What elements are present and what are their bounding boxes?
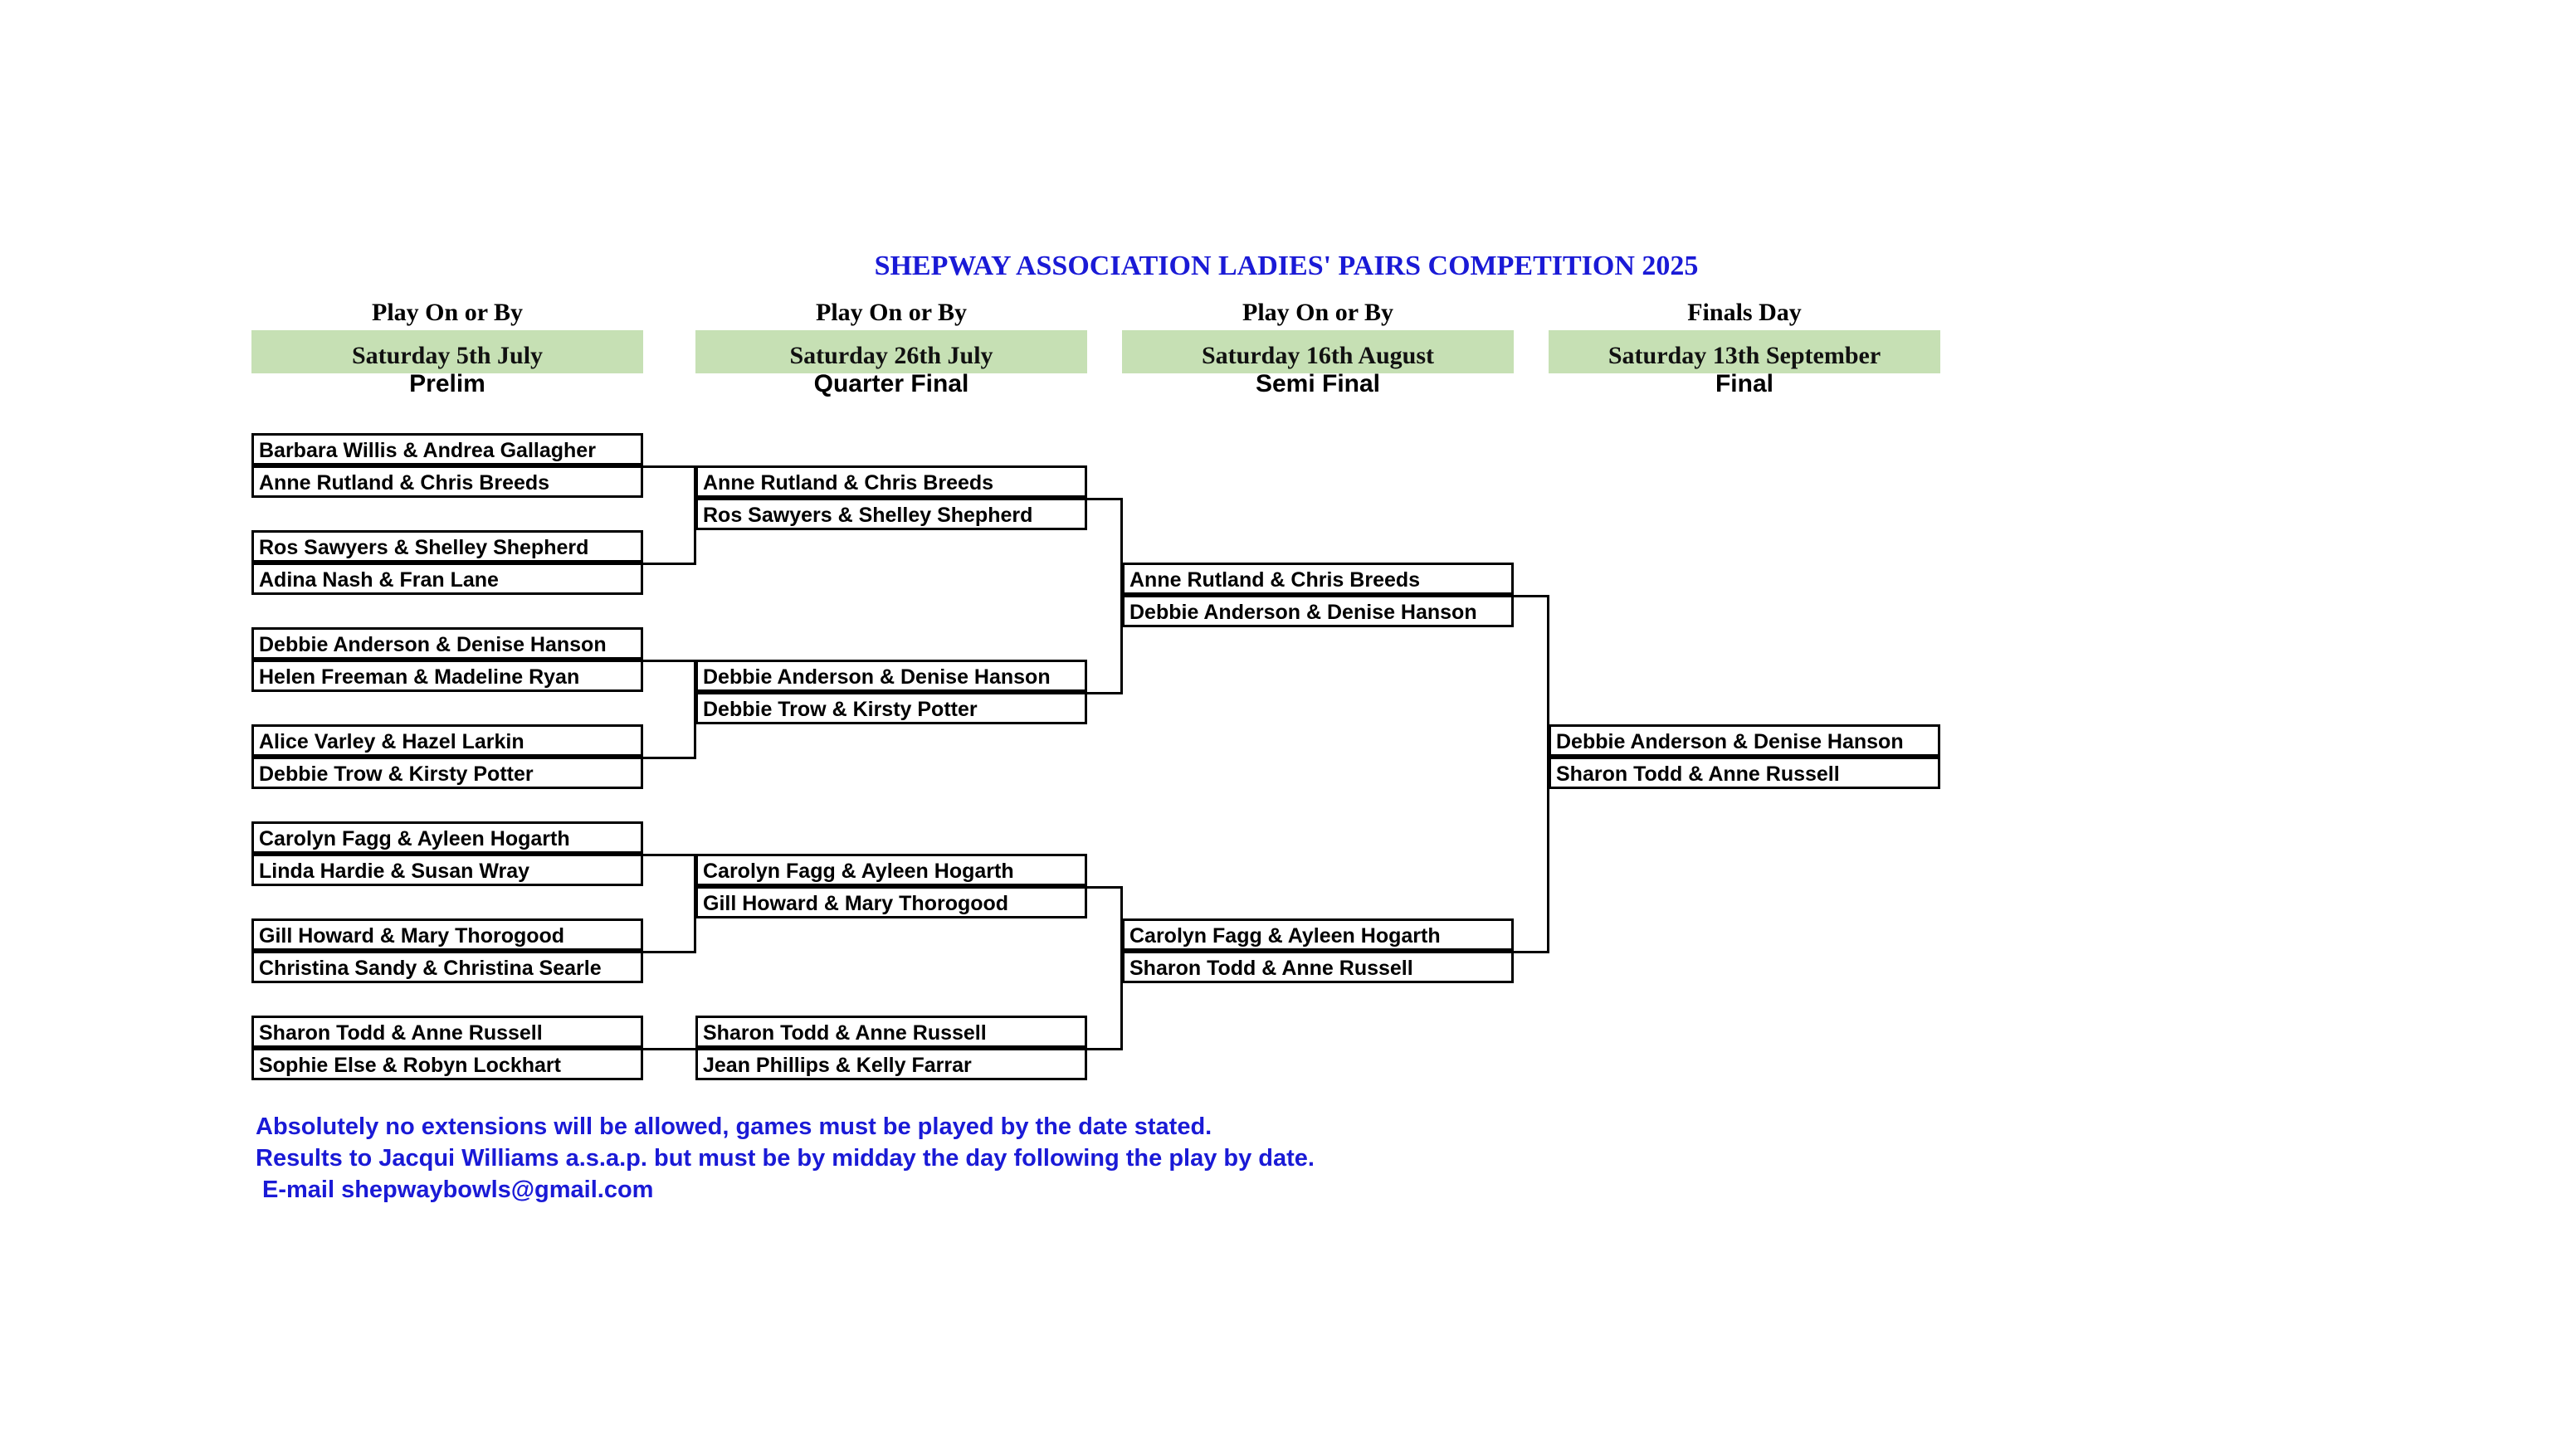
bracket-connector xyxy=(1511,951,1549,953)
prelim-slot: Debbie Anderson & Denise Hanson xyxy=(251,627,643,660)
round-label-semi: Semi Final xyxy=(1255,370,1381,397)
quarter-final-slot: Ros Sawyers & Shelley Shepherd xyxy=(695,498,1087,530)
prelim-slot: Ros Sawyers & Shelley Shepherd xyxy=(251,530,643,563)
quarter-final-slot: Debbie Anderson & Denise Hanson xyxy=(695,660,1087,692)
bracket-connector xyxy=(641,563,695,565)
bracket-connector xyxy=(1085,1048,1123,1050)
round-label-prelim: Prelim xyxy=(409,370,485,397)
round-label-final: Final xyxy=(1715,370,1773,397)
date-bar-prelim: Saturday 5th July xyxy=(251,330,643,373)
date-bar-final: Saturday 13th September xyxy=(1549,330,1940,373)
note-results: Results to Jacqui Williams a.s.a.p. but must be by midday the day following the play by date. xyxy=(256,1145,1315,1172)
play-on-label-prelim: Play On or By xyxy=(372,299,523,326)
prelim-slot: Gill Howard & Mary Thorogood xyxy=(251,918,643,951)
bracket-connector xyxy=(641,465,695,468)
play-on-label-quarter: Play On or By xyxy=(816,299,967,326)
quarter-final-slot: Anne Rutland & Chris Breeds xyxy=(695,465,1087,498)
final-slot: Debbie Anderson & Denise Hanson xyxy=(1549,724,1940,757)
prelim-slot: Carolyn Fagg & Ayleen Hogarth xyxy=(251,821,643,854)
bracket-connector xyxy=(1085,498,1123,500)
date-bar-semi: Saturday 16th August xyxy=(1122,330,1514,373)
bracket-connector xyxy=(641,1048,695,1050)
prelim-slot: Linda Hardie & Susan Wray xyxy=(251,854,643,886)
bracket-connector xyxy=(1085,886,1123,889)
semi-final-slot: Debbie Anderson & Denise Hanson xyxy=(1122,595,1514,627)
bracket-connector xyxy=(641,854,695,856)
note-no-extensions: Absolutely no extensions will be allowed, games must be played by the date stated. xyxy=(256,1113,1212,1140)
quarter-final-slot: Sharon Todd & Anne Russell xyxy=(695,1016,1087,1048)
page-title: SHEPWAY ASSOCIATION LADIES' PAIRS COMPETITION 2025 xyxy=(874,251,1699,281)
prelim-slot: Adina Nash & Fran Lane xyxy=(251,563,643,595)
date-bar-quarter: Saturday 26th July xyxy=(695,330,1087,373)
prelim-slot: Sharon Todd & Anne Russell xyxy=(251,1016,643,1048)
prelim-slot: Alice Varley & Hazel Larkin xyxy=(251,724,643,757)
quarter-final-slot: Jean Phillips & Kelly Farrar xyxy=(695,1048,1087,1080)
semi-final-slot: Anne Rutland & Chris Breeds xyxy=(1122,563,1514,595)
bracket-connector xyxy=(641,951,695,953)
note-email: E-mail shepwaybowls@gmail.com xyxy=(262,1177,654,1203)
quarter-final-slot: Carolyn Fagg & Ayleen Hogarth xyxy=(695,854,1087,886)
semi-final-slot: Carolyn Fagg & Ayleen Hogarth xyxy=(1122,918,1514,951)
prelim-slot: Barbara Willis & Andrea Gallagher xyxy=(251,433,643,465)
round-label-quarter: Quarter Final xyxy=(813,370,969,397)
prelim-slot: Sophie Else & Robyn Lockhart xyxy=(251,1048,643,1080)
play-on-label-final: Finals Day xyxy=(1687,299,1802,326)
bracket-connector xyxy=(1085,692,1123,694)
bracket-connector xyxy=(1511,595,1549,597)
prelim-slot: Debbie Trow & Kirsty Potter xyxy=(251,757,643,789)
quarter-final-slot: Gill Howard & Mary Thorogood xyxy=(695,886,1087,918)
bracket-connector xyxy=(641,660,695,662)
prelim-slot: Helen Freeman & Madeline Ryan xyxy=(251,660,643,692)
prelim-slot: Christina Sandy & Christina Searle xyxy=(251,951,643,983)
play-on-label-semi: Play On or By xyxy=(1242,299,1393,326)
bracket-connector xyxy=(641,757,695,759)
prelim-slot: Anne Rutland & Chris Breeds xyxy=(251,465,643,498)
final-slot: Sharon Todd & Anne Russell xyxy=(1549,757,1940,789)
quarter-final-slot: Debbie Trow & Kirsty Potter xyxy=(695,692,1087,724)
semi-final-slot: Sharon Todd & Anne Russell xyxy=(1122,951,1514,983)
